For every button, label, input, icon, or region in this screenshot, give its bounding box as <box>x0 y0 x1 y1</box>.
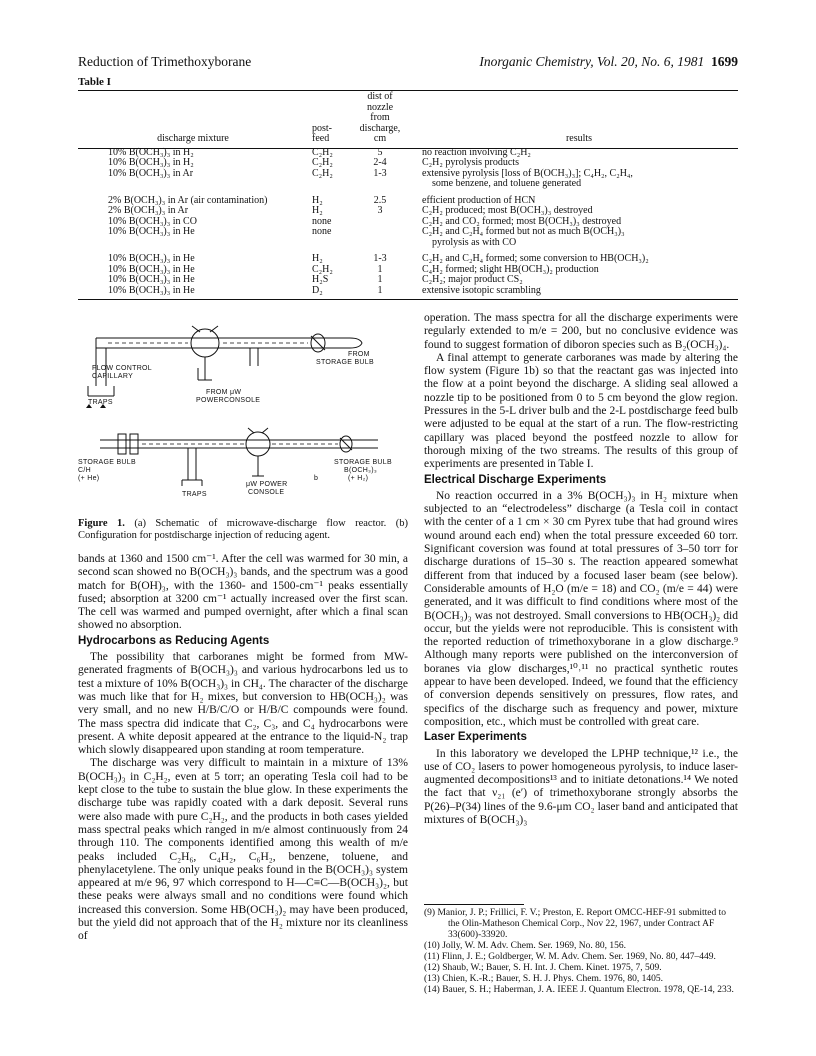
table-row <box>78 286 738 297</box>
cell-feed: C₂H₂ <box>312 157 333 168</box>
cell-feed: H₂ <box>312 253 323 264</box>
header-dist-line1: dist of nozzle <box>366 91 394 113</box>
label-traps-a: TRAPS <box>88 399 113 406</box>
result-line: extensive isotopic scrambling <box>422 284 541 296</box>
header-results: results <box>565 133 593 144</box>
reference-item: (10) Jolly, W. M. Adv. Chem. Ser. 1969, No. 80, 156. <box>424 941 626 951</box>
result-line: C₂H₂ and C₂H₄ formed; some conversion to HB(OCH₃)₂ <box>422 253 649 264</box>
page-number: 1699 <box>711 54 738 69</box>
cell-feed: H₂ <box>312 194 323 206</box>
table-bottom-rule <box>78 299 738 300</box>
caption-text: (a) Schematic of microwave-discharge flow reactor. (b) Configuration for postdischarge injection of reducing agent. <box>78 518 408 541</box>
cell-mixture: 10% B(OCH₃)₃ in H₂ <box>108 157 194 168</box>
cell-feed: none <box>312 215 332 227</box>
label-from-uw: FROM μW <box>206 389 242 396</box>
right-column <box>424 312 738 827</box>
table-row <box>78 254 738 265</box>
table-body <box>78 148 738 297</box>
cell-dist: 1-3 <box>373 253 387 264</box>
left-column <box>78 553 408 944</box>
result-line: efficient production of HCN <box>422 194 536 206</box>
label-he: (+ He) <box>78 475 100 482</box>
cell-feed: H₂ <box>312 205 323 216</box>
section-heading-laser: Laser Experiments <box>424 731 527 744</box>
cell-feed: C₂H₂ <box>312 263 333 275</box>
result-line: C₂H₂ produced; most B(OCH₃)₃ destroyed <box>422 205 593 216</box>
cell-feed: none <box>312 226 332 237</box>
label-h2: (+ H₂) <box>348 475 369 482</box>
cell-feed: H₂S <box>312 274 329 285</box>
table-row <box>78 158 738 169</box>
paragraph: The discharge was very difficult to maintain in a mixture of 13% B(OCH₃)₃ in C₂H₂, even at 5 torr; an operating Tesla coil had to be kept close to the tube to sustain the blue glow. In these experiments the discharge tube was rapidly coated with a dark deposit. Several runs were also made with pure C₂H₂, and the products in both cases yielded mass spectral peaks which ranged in m/e almost continuously from 24 through 110. The components identified among this wealth of m/e peaks included C₂H₆, C₄H₂, C₆H₂, benzene, toluene, and phenylacetylene. The only unique peaks found in the B(OCH₃)₃ system appeared at m/e 96, 97 which correspond to H—C≡C—B(OCH₃)₂, but these peaks were always small and no conditions were found which increased this conversion. Some HB(OCH₃)₂ may have been produced, but the yield did not approach that of the H₂ mixture nor its cleanliness of <box>78 757 408 943</box>
header-dist-line2: from discharge, <box>359 112 401 134</box>
reference-item: (11) Flinn, J. E.; Goldberger, W. M. Adv. Chem. Ser. 1969, No. 80, 447–449. <box>424 952 716 962</box>
label-storage-bulb-b: STORAGE BULB <box>78 459 136 466</box>
cell-feed: C₂H₂ <box>312 167 333 179</box>
reference-item: (13) Chien, K.-R.; Bauer, S. H. J. Phys. Chem. 1976, 80, 1405. <box>424 974 663 984</box>
cell-dist: 2-4 <box>373 157 387 168</box>
results-table <box>78 92 738 296</box>
result-line-continued: pyrolysis as with CO <box>432 236 517 248</box>
paragraph: operation. The mass spectra for all the discharge experiments were regularly extended to m/e = 200, but no conclusive evidence was found to suggest formation of diboron species such as B₂(OCH₃)₄. <box>424 312 738 351</box>
label-capillary: CAPILLARY <box>92 373 134 380</box>
references-rule <box>424 904 524 905</box>
caption-label: Figure 1. <box>78 518 125 529</box>
cell-dist: 1 <box>377 274 383 285</box>
label-uw-power: μW POWER <box>246 481 288 488</box>
cell-feed: C₂H₂ <box>312 146 333 158</box>
flow-reactor-schematic <box>78 308 408 513</box>
journal-name: Inorganic Chemistry, Vol. 20, No. 6, 1981 <box>479 54 705 69</box>
cell-mixture: 10% B(OCH₃)₃ in He <box>108 253 195 264</box>
label-storage-bulb-a: STORAGE BULB <box>316 359 374 366</box>
label-b: b <box>314 475 319 482</box>
result-line: C₄H₂ formed; slight HB(OCH₃)₂ production <box>422 263 599 275</box>
table-header-row <box>78 92 738 148</box>
label-ch: C/H <box>78 467 91 474</box>
cell-feed: D₂ <box>312 284 323 296</box>
result-line: C₂H₂; major product CS₂ <box>422 274 523 285</box>
paragraph: No reaction occurred in a 3% B(OCH₃)₃ in H₂ mixture when subjected to an “electrodeless” discharge (a Tesla coil in contact with the center of a 1 cm × 30 cm Pyrex tube that had ground wires wound around each end) when the total pressure exceeded 60 torr. Significant coversion was found at total pressures of 3–50 torr for discharge durations of 15–30 s. The reaction appeared somewhat different from that induced by a focused laser beam (see below). Considerable amounts of H₂O (m/e = 18) and CO₂ (m/e = 44) were generated, and it was difficult to find conditions where most of the B(OCH₃)₃ was not destroyed. Small conversions to HB(OCH₃)₂ did occur, but the yields were not reproducible. This is consistent with the reported reduction of trimethoxyborane in a glow discharge.⁹ Although many reports were published on the interconversion of boranes via glow discharges,¹⁰˒¹¹ no practical synthetic routes appear to have been developed. Indeed, we found that the efficiency of conversion depends sensitively on pressures, flow rates, and specifics of the discharge such as frequency and power, mixture composition, etc., which must be controlled with great care. <box>424 489 738 728</box>
header-feed <box>310 92 352 148</box>
paragraph: bands at 1360 and 1500 cm⁻¹. After the cell was warmed for 30 min, a second scan showed no B(OCH₃)₃ bands, and the spectrum was a good match for B(OH)₃, with the 1360- and 1500-cm⁻¹ peaks essentially fused; absorption at 3200 cm⁻¹ actually increased over the first scan. The cell was warmed and pumped overnight, after which a final scan showed no absorption. <box>78 553 408 632</box>
header-feed-line2: feed <box>312 133 330 144</box>
label-flow-control: FLOW CONTROL <box>92 365 152 372</box>
header-dist-line3: cm <box>373 133 387 144</box>
table-title: Table I <box>78 76 111 88</box>
paragraph: In this laboratory we developed the LPHP technique,¹² i.e., the use of CO₂ lasers to power homogeneous pyrolysis, to induce laser-augmented decompositions¹³ and to initiate detonations.¹⁴ We noted the fact that ν₂₁ (e′) of trimethoxyborane strongly absorbs the P(26)–P(34) lines of the 9.6-μm CO₂ laser band and anticipated that mixtures of B(OCH₃)₃ <box>424 747 738 826</box>
result-line-continued: some benzene, and toluene generated <box>432 178 582 189</box>
cell-result <box>408 286 738 297</box>
running-title: Reduction of Trimethoxyborane <box>78 54 252 69</box>
paragraph: A final attempt to generate carboranes was made by altering the flow system (Figure 1b) so that the reactant gas was injected into the flow at a point beyond the discharge. A sliding seal allowed a nozzle tip to be positioned from 0 to 5 cm beyond the glow region. Pressures in the 5-L driver bulb and the 2-L postdischarge feed bulb were adjusted to be equal at the start of a run. The flow-restricting capillary was placed beyond the postfeed nozzle to allow for thorough mixing of the two streams. The results of this group of experiments are presented in Table I. <box>424 351 738 471</box>
table-row <box>78 169 738 190</box>
label-from: FROM <box>348 351 370 358</box>
label-console: CONSOLE <box>248 489 285 496</box>
result-line: C₂H₂ pyrolysis products <box>422 157 519 168</box>
cell-mixture: 10% B(OCH₃)₃ in Ar <box>108 167 194 179</box>
cell-mixture: 10% B(OCH₃)₃ in He <box>108 226 195 237</box>
journal-citation <box>479 54 738 70</box>
cell-mixture: 10% B(OCH₃)₃ in He <box>108 274 195 285</box>
result-line: C₂H₂ and C₂H₄ formed but not as much B(OCH₃)₃ <box>422 226 625 237</box>
table-top-rule <box>78 90 738 91</box>
cell-result <box>408 227 738 248</box>
cell-dist <box>352 227 408 248</box>
label-traps-b: TRAPS <box>182 491 207 498</box>
label-boch: B(OCH₃)₃ <box>344 467 377 474</box>
cell-result <box>408 169 738 190</box>
table-row <box>78 275 738 286</box>
cell-dist: 1-3 <box>373 167 387 179</box>
cell-dist: 3 <box>377 205 383 216</box>
header-feed-line1: post- <box>312 122 332 134</box>
figure-1 <box>78 308 408 513</box>
reference-item: (9) Manior, J. P.; Frillici, F. V.; Preston, E. Report OMCC-HEF-91 submitted to the Olin-Matheson Chemical Corp., Nov 22, 1967, under Contract AF 33(600)-33920. <box>424 908 726 940</box>
result-line: C₂H₂ and CO₂ formed; most B(OCH₃)₃ destroyed <box>422 215 622 227</box>
references <box>424 908 738 996</box>
label-storage-bulb-c: STORAGE BULB <box>334 459 392 466</box>
cell-dist: 5 <box>377 146 383 158</box>
table-header-rule <box>78 148 738 149</box>
cell-dist <box>352 217 408 228</box>
result-line: extensive pyrolysis [loss of B(OCH₃)₃]; C₄H₂, C₂H₄, <box>422 167 633 179</box>
label-powerconsole: POWERCONSOLE <box>196 397 261 404</box>
cell-mixture: 2% B(OCH₃)₃ in Ar (air contamination) <box>108 194 268 206</box>
cell-mixture: 10% B(OCH₃)₃ in CO <box>108 215 197 227</box>
table-row <box>78 227 738 248</box>
paragraph: The possibility that carboranes might be formed from MW-generated fragments of B(OCH₃)₃ and various hydrocarbons led us to test a mixture of 10% B(OCH₃)₃ in CH₄. The character of the discharge was much like that for H₂ mixes, but conversion to HB(OCH₃)₂ was very small, and no new H/B/C/O or H/B/C compounds were found. The mass spectra did indicate that C₂, C₃, and C₄ hydrocarbons were present. A white deposit appeared at the entrance to the liquid-N₂ trap which slowly disappeared upon standing at room temperature. <box>78 651 408 757</box>
result-line: no reaction involving C₂H₂ <box>422 146 531 158</box>
cell-mixture: 10% B(OCH₃)₃ in H₂ <box>108 146 194 158</box>
reference-item: (12) Shaub, W.; Bauer, S. H. Int. J. Chem. Kinet. 1975, 7, 509. <box>424 963 662 973</box>
table-row <box>78 206 738 217</box>
section-heading-hydrocarbons: Hydrocarbons as Reducing Agents <box>78 634 270 647</box>
reference-item: (14) Bauer, S. H.; Haberman, J. A. IEEE J. Quantum Electron. 1978, QE-14, 233. <box>424 985 734 995</box>
cell-dist: 1 <box>377 263 383 275</box>
header-dist <box>352 92 408 148</box>
cell-dist: 1 <box>377 284 383 296</box>
header-mixture: discharge mixture <box>157 133 229 144</box>
figure-caption <box>78 518 408 542</box>
section-heading-electrical: Electrical Discharge Experiments <box>424 473 607 486</box>
cell-mixture: 10% B(OCH₃)₃ in He <box>108 263 195 275</box>
cell-mixture: 10% B(OCH₃)₃ in He <box>108 284 195 296</box>
cell-dist: 2.5 <box>373 194 387 206</box>
cell-mixture: 2% B(OCH₃)₃ in Ar <box>108 205 189 216</box>
